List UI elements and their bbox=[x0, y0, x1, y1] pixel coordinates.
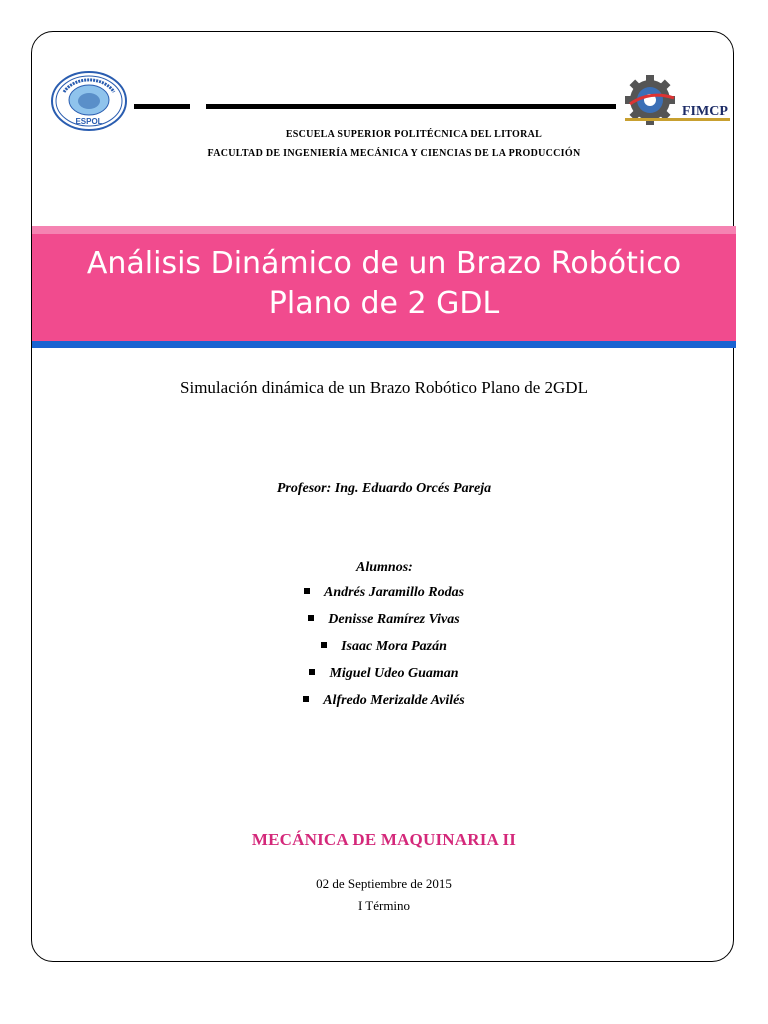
list-item bbox=[0, 666, 768, 693]
title-banner-top-stripe bbox=[32, 226, 736, 234]
bullet-icon bbox=[321, 642, 327, 648]
bullet-icon bbox=[304, 588, 310, 594]
student-name: Isaac Mora Pazán bbox=[341, 639, 447, 654]
fimcp-logo-text: FIMCP bbox=[682, 104, 728, 119]
students-label: Alumnos: bbox=[356, 560, 413, 575]
bullet-icon bbox=[303, 696, 309, 702]
faculty-name: FACULTAD DE INGENIERÍA MECÁNICA Y CIENCIAS DE LA PRODUCCIÓN bbox=[207, 148, 581, 159]
professor-line: Profesor: Ing. Eduardo Orcés Pareja bbox=[276, 481, 492, 496]
fimcp-gear-icon bbox=[620, 72, 740, 132]
document-title bbox=[32, 244, 736, 324]
student-name: Alfredo Merizalde Avilés bbox=[323, 693, 465, 708]
course-name: MECÁNICA DE MAQUINARIA II bbox=[251, 830, 517, 849]
students-list bbox=[0, 585, 768, 720]
academic-term: I Término bbox=[357, 898, 411, 913]
student-name: Denisse Ramírez Vivas bbox=[328, 612, 460, 627]
list-item bbox=[0, 612, 768, 639]
document-title-line1: Análisis Dinámico de un Brazo Robótico bbox=[86, 246, 682, 281]
bullet-icon bbox=[309, 669, 315, 675]
document-title-line2: Plano de 2 GDL bbox=[268, 286, 500, 321]
header-rule-long bbox=[206, 104, 616, 109]
document-subtitle: Simulación dinámica de un Brazo Robótico Plano de 2GDL bbox=[180, 378, 588, 397]
header-rule-short bbox=[134, 104, 190, 109]
list-item bbox=[0, 639, 768, 666]
student-name: Andrés Jaramillo Rodas bbox=[323, 585, 465, 600]
espol-seal-icon bbox=[50, 70, 128, 132]
list-item bbox=[0, 693, 768, 720]
list-item bbox=[0, 585, 768, 612]
title-banner-blue-stripe bbox=[32, 341, 736, 348]
student-name: Miguel Udeo Guaman bbox=[329, 666, 459, 681]
institution-name: ESCUELA SUPERIOR POLITÉCNICA DEL LITORAL bbox=[285, 129, 543, 140]
espol-seal-text: ESPOL bbox=[75, 117, 103, 126]
document-date: 02 de Septiembre de 2015 bbox=[316, 876, 452, 891]
bullet-icon bbox=[308, 615, 314, 621]
